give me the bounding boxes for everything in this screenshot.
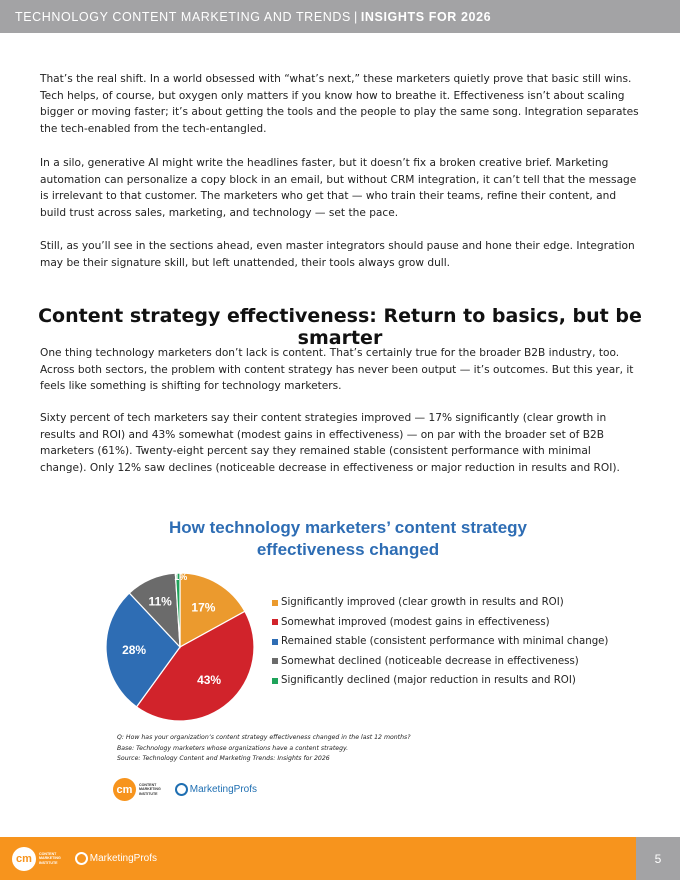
marketingprofs-logo-icon [175, 783, 188, 796]
chart-logos [113, 778, 257, 801]
legend-label: Significantly declined (major reduction in results and ROI) [281, 675, 576, 687]
footer-marketingprofs-logo [75, 852, 157, 865]
legend-swatch [272, 600, 278, 606]
cmi-logo-word: MARKETING [139, 787, 161, 792]
header-separator: | [353, 9, 358, 24]
footer-cmi-logo-text [39, 852, 61, 865]
footer-cmi-logo-mark: cm [12, 847, 36, 871]
legend-item-remained-stable [272, 632, 608, 652]
pie-slice-label: 11% [148, 594, 172, 609]
pie-slice-label: 28% [122, 643, 147, 658]
section-paragraph-1: One thing technology marketers don’t lack is content. That’s certainly true for the broader B2B industry, too. Across both sectors, the problem with content strategy has never been output — it’s outcomes. But this year, it feels like something is shifting for technology marketers. [40, 347, 634, 393]
chart-base-note: Base: Technology marketers whose organizations have a content strategy. [117, 744, 349, 752]
chart-legend [272, 593, 608, 691]
pie-chart [100, 562, 270, 732]
section-paragraph-2: Sixty percent of tech marketers say their content strategies improved — 17% significantly (clear growth in results and ROI) and 43% somewhat (modest gains in effectiveness) — on par with the broader set of B2B marketers (61%). Twenty-eight percent say they remained stable (consistent performance with minimal change). Only 12% saw declines (noticeable decrease in effectiveness or major reduction in results and ROI). [40, 412, 620, 474]
cmi-logo-word: CONTENT [39, 852, 57, 857]
body-paragraph-2: In a silo, generative AI might write the headlines faster, but it doesn’t fix a broken creative brief. Marketing automation can personalize a copy block in an email, but without CRM integration, it can’t tell that the message is irrelevant to that customer. The marketers who get that — who train their teams, refine their content, and build trust across sales, marketing, and technology — set the pace. [40, 157, 637, 219]
marketingprofs-logo-text: MarketingProfs [189, 784, 258, 795]
legend-swatch [272, 658, 278, 664]
pie-slice-label: 1% [174, 572, 188, 583]
footer-cmi-logo [12, 847, 61, 871]
legend-item-significantly-declined [272, 671, 608, 691]
section-title: Content strategy effectiveness: Return to basics, but be smarter [38, 305, 642, 349]
header-suffix: INSIGHTS FOR 2026 [360, 9, 492, 24]
cmi-logo-word: MARKETING [39, 856, 61, 861]
footer-marketingprofs-logo-icon [75, 852, 88, 865]
footer-marketingprofs-logo-text: MarketingProfs [89, 853, 158, 864]
body-paragraph-1: That’s the real shift. In a world obsessed with “what’s next,” these marketers quietly prove that basic still wins. Tech helps, of course, but oxygen only matters if you know how to breathe it. Effectiveness isn’t about scaling bigger or moving faster; it’s about getting the tools and the people to play the same song. Integration separates the tech-enabled from the tech-entangled. [40, 73, 639, 135]
legend-label: Somewhat improved (modest gains in effectiveness) [281, 616, 550, 628]
cmi-logo-mark: cm [113, 778, 136, 801]
legend-swatch [272, 619, 278, 625]
legend-item-significantly-improved [272, 593, 608, 613]
legend-swatch [272, 678, 278, 684]
header-prefix: TECHNOLOGY CONTENT MARKETING AND TRENDS [15, 9, 351, 24]
body-paragraph-3: Still, as you’ll see in the sections ahead, even master integrators should pause and hone their edge. Integration may be their signature skill, but left unattended, their tools always grow dull. [40, 240, 635, 269]
footer-bar [0, 837, 636, 880]
page-number: 5 [636, 837, 680, 880]
cmi-logo-word: INSTITUTE [139, 791, 158, 796]
legend-label: Remained stable (consistent performance with minimal change) [281, 636, 609, 648]
header-bar [0, 0, 680, 33]
legend-label: Somewhat declined (noticeable decrease in effectiveness) [281, 655, 579, 667]
cmi-logo [113, 778, 161, 801]
legend-swatch [272, 639, 278, 645]
legend-item-somewhat-declined [272, 652, 608, 672]
cmi-logo-word: INSTITUTE [39, 860, 58, 865]
chart-question-note: Q: How has your organization’s content strategy effectiveness changed in the last 12 months? [117, 734, 411, 741]
cmi-logo-word: CONTENT [139, 783, 157, 788]
chart-title: How technology marketers’ content strategy effectiveness changed [168, 518, 528, 559]
legend-label: Significantly improved (clear growth in results and ROI) [281, 597, 564, 609]
cmi-logo-text [139, 783, 161, 796]
pie-slice-label: 17% [191, 600, 216, 615]
chart-source-note: Source: Technology Content and Marketing Trends: Insights for 2026 [117, 755, 330, 762]
chart-notes [117, 733, 411, 765]
marketingprofs-logo [175, 783, 257, 796]
legend-item-somewhat-improved [272, 613, 608, 633]
pie-slice-label: 43% [197, 673, 222, 688]
